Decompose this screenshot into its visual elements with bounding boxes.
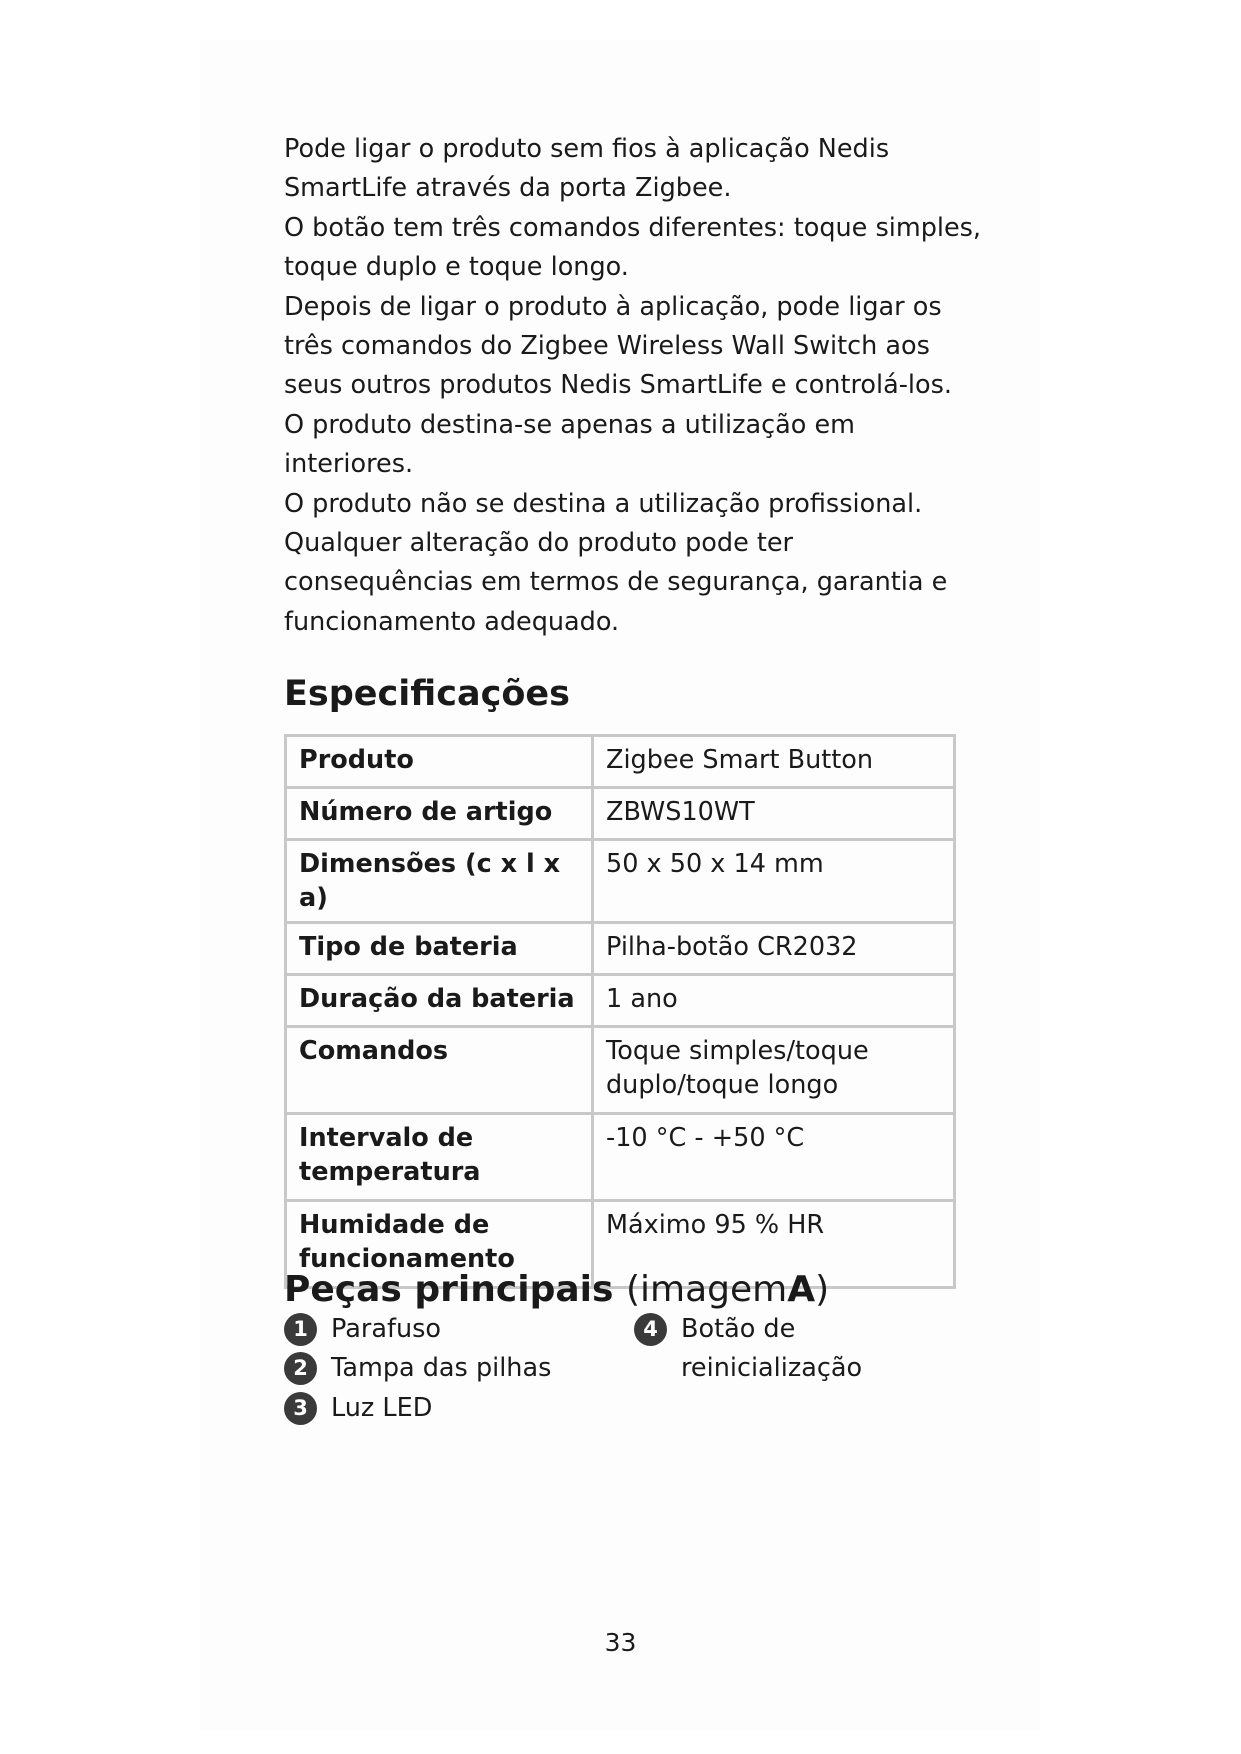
spec-label: Dimensões (c x l x a) (286, 840, 593, 923)
main-parts-heading-close: ) (815, 1269, 830, 1310)
part-label: Tampa das pilhas (331, 1353, 552, 1384)
main-parts-heading-bold: Peças principais (284, 1269, 614, 1310)
part-label: Parafuso (331, 1314, 441, 1344)
parts-list-left (284, 1310, 611, 1428)
intro-paragraph: O botão tem três comandos diferentes: toque simples, toque duplo e toque longo. (284, 212, 982, 283)
intro-paragraph: Pode ligar o produto sem fios à aplicação Nedis SmartLife através da porta Zigbee. (284, 134, 890, 204)
number-badge: 2 (284, 1352, 317, 1385)
spec-value: 1 ano (593, 975, 955, 1027)
page-number: 33 (604, 1628, 637, 1657)
intro-paragraph: Qualquer alteração do produto pode ter consequências em termos de segurança, garantia e funcionamento adequado. (284, 528, 948, 637)
spec-value: ZBWS10WT (593, 788, 955, 840)
list-item (634, 1310, 881, 1389)
spec-value: Máximo 95 % HR (593, 1201, 955, 1288)
spec-label: Humidade de funcionamento (286, 1201, 593, 1288)
table-row (286, 923, 955, 975)
part-label: Luz LED (331, 1392, 433, 1423)
spec-label: Intervalo de temperatura (286, 1114, 593, 1201)
spec-value: Toque simples/toque duplo/toque longo (593, 1027, 955, 1114)
spec-label: Comandos (286, 1027, 593, 1114)
part-label: Botão de reinicialização (681, 1314, 863, 1384)
spec-label: Produto (286, 736, 593, 788)
table-row (286, 788, 955, 840)
spec-value: -10 °C - +50 °C (593, 1114, 955, 1201)
number-badge: 4 (634, 1313, 667, 1346)
table-row (286, 1027, 955, 1114)
number-badge: 1 (284, 1313, 317, 1346)
intro-paragraph: O produto não se destina a utilização profissional. (284, 488, 923, 519)
spec-value: 50 x 50 x 14 mm (593, 840, 955, 923)
specifications-table (284, 734, 956, 1289)
spec-value: Pilha-botão CR2032 (593, 923, 955, 975)
spec-value: Zigbee Smart Button (593, 736, 955, 788)
list-item (284, 1310, 611, 1349)
spec-label: Tipo de bateria (286, 923, 593, 975)
specifications-heading: Especificações (284, 674, 570, 714)
parts-list-right (634, 1310, 881, 1389)
table-row (286, 840, 955, 923)
main-parts-heading-ref: (imagem (625, 1269, 788, 1310)
intro-paragraph: Depois de ligar o produto à aplicação, pode ligar os três comandos do Zigbee Wireless Wall Switch aos seus outros produtos Nedis SmartLife e controlá-los. (284, 291, 952, 401)
spec-label: Número de artigo (286, 788, 593, 840)
spec-label: Duração da bateria (286, 975, 593, 1027)
table-row (286, 736, 955, 788)
list-item (284, 1389, 611, 1428)
list-item (284, 1349, 611, 1388)
main-parts-heading (284, 1268, 829, 1312)
table-row (286, 975, 955, 1027)
intro-text (284, 130, 984, 642)
intro-paragraph: O produto destina-se apenas a utilização em interiores. (284, 409, 855, 480)
table-row (286, 1114, 955, 1201)
main-parts-heading-letter: A (787, 1269, 816, 1310)
number-badge: 3 (284, 1392, 317, 1425)
